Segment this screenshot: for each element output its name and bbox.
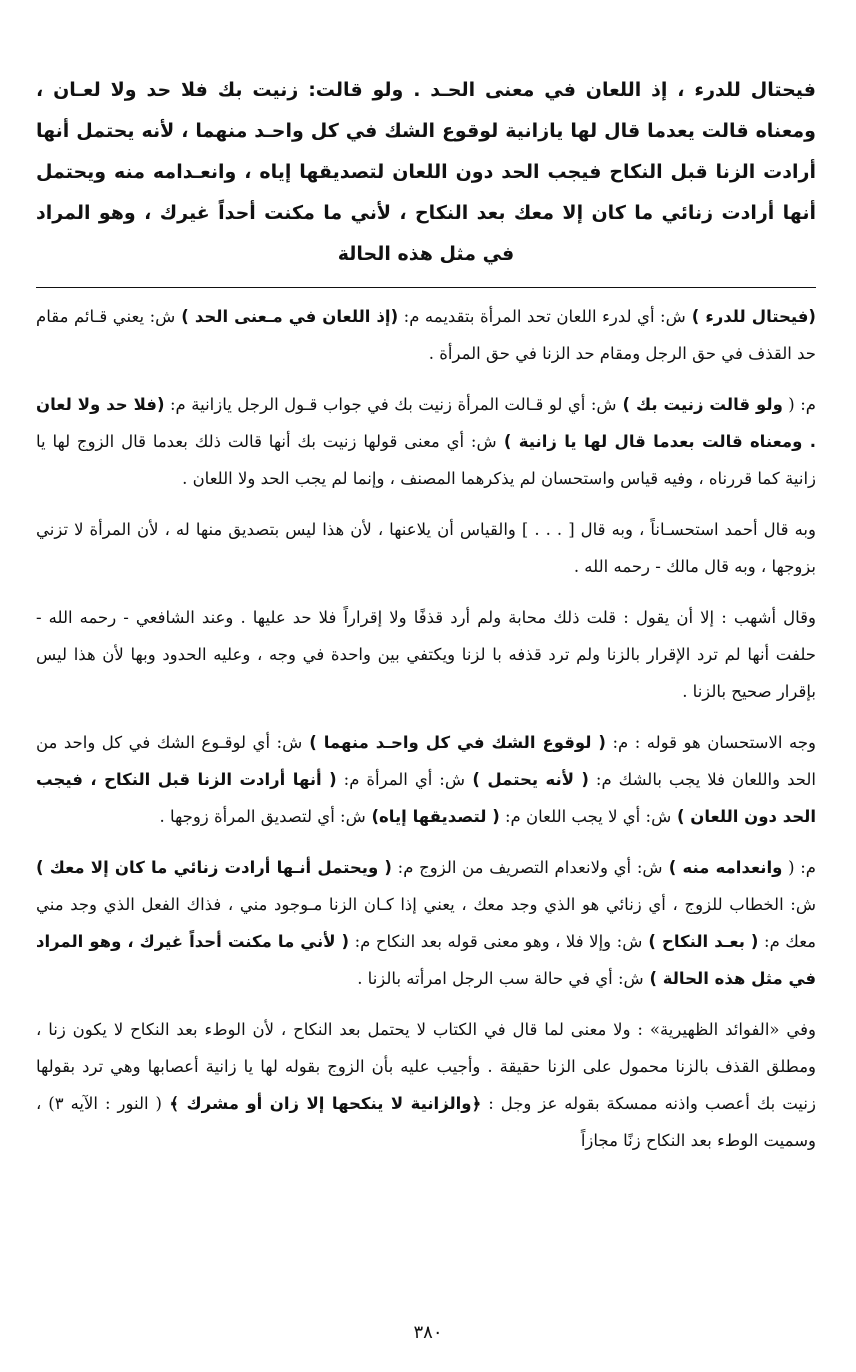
matn-quote: (إذ اللعان في مـعنى الحد ) xyxy=(175,307,399,326)
sharh-paragraph xyxy=(36,386,816,497)
sharh-text: وقال أشهب : إلا أن يقول : قلت ذلك محابة ولم أرد قذفًا ولا إقراراً فلا حد عليها . وعند الشافعي - رحمه الله - حلفت أنها لم ترد الإقرار بالزنا ولم ترد قذفه با لزنا ويكتفي بين واحدة في وجه ، وعليه الحدود وبها لأن هذا ليس بإقرار صحيح بالزنا . xyxy=(36,608,816,701)
matn-quote: ولو قالت زنيت بك ) xyxy=(616,395,783,414)
sharh-commentary xyxy=(36,298,816,1159)
sharh-text: ش: يعني قـائم مقام حد القذف في حق الرجل ومقام حد الزنا في حق المرأة . xyxy=(36,307,816,363)
matn-quote: ( بعـد النكاح ) xyxy=(642,932,759,951)
sharh-text: ش: أي ولانعدام التصريف من الزوج م: xyxy=(391,858,663,877)
matn-quote: ( لتصديقها إياه) xyxy=(365,807,500,826)
page-number: ٣٨٠ xyxy=(413,1322,443,1343)
sharh-paragraph xyxy=(36,599,816,710)
matn-quote: ( لوقوع الشك في كل واحـد منهما ) xyxy=(302,733,606,752)
matn-quote: (فيحتال للدرء ) xyxy=(685,307,816,326)
matn-quote: ( لأنه يحتمل ) xyxy=(464,770,589,789)
sharh-paragraph xyxy=(36,849,816,997)
matn-quote: ﴿والزانية لا ينكحها إلا زان أو مشرك ﴾ xyxy=(161,1094,482,1113)
sharh-text: وبه قال أحمد استحسـاناً ، وبه قال [ . . . ] والقياس أن يلاعنها ، لأن هذا ليس بتصديق منها له ، لأن المرأة لا تزني بزوجها ، وبه قال مالك - رحمه الله . xyxy=(36,520,816,576)
matn-quote: ( أنها أرادت الزنا قبل النكاح ، فيجب الحد دون اللعان ) xyxy=(36,770,816,826)
divider-line xyxy=(36,287,816,288)
page-content xyxy=(36,70,816,1372)
matn-quote: (فلا حد ولا لعان . ومعناه قالت بعدما قال لها يا زانية ) xyxy=(36,395,816,451)
matn-quote: ( ويحتمل أنـها أرادت زنائي ما كان إلا معك ) xyxy=(36,858,392,877)
sharh-text: ش: الخطاب للزوج ، أي زنائي هو الذي وجد معك ، يعني إذا كـان الزنا مـوجود مني ، فذاك الفعل الذي وجد مني معك م: xyxy=(36,895,817,951)
sharh-text: وجه الاستحسان هو قوله : م: xyxy=(605,733,816,752)
matn-quote: ( لأني ما مكنت أحداً غيرك ، وهو المراد في مثل هذه الحالة ) xyxy=(36,932,816,988)
sharh-text: ش: أي لو قـالت المرأة زنيت بك في جواب قـول الرجل يازانية م: xyxy=(164,395,617,414)
sharh-text: ش: أي في حالة سب الرجل امرأته بالزنا . xyxy=(357,969,644,988)
sharh-text: ش: أي المرأة م: xyxy=(336,770,465,789)
sharh-text: م: ( xyxy=(782,395,816,414)
sharh-paragraph xyxy=(36,1011,816,1159)
sharh-text: ش: أي لوقـوع الشك في كل واحد من الحد واللعان فلا يجب بالشك م: xyxy=(36,733,816,789)
sharh-text: ش: أي لا يجب اللعان م: xyxy=(499,807,672,826)
sharh-text: ش: أي لتصديق المرأة زوجها . xyxy=(159,807,366,826)
sharh-text: م: ( xyxy=(782,858,817,877)
sharh-text: وفي «الفوائد الظهيرية» : ولا معنى لما قال في الكتاب لا يحتمل بعد النكاح ، لأن الوطء بعد النكاح لا يكون زنا ، ومطلق القذف بالزنا محمول على الزنا حقيقة . وأجيب عليه بأن الزوج بقوله لها يا زانية أعصابها وهي ترد بقولها زنيت بك أعصب واذنه ممسكة بقوله عز وجل : xyxy=(36,1020,816,1113)
sharh-text: ش: وإلا فلا ، وهو معنى قوله بعد النكاح م: xyxy=(349,932,643,951)
sharh-text: ش: أي لدرء اللعان تحد المرأة بتقديمه م: xyxy=(398,307,686,326)
sharh-paragraph xyxy=(36,724,816,835)
sharh-text: ش: أي معنى قولها زنيت بك أنها قالت ذلك بعدما قال الزوج لها يا زانية كما قررناه ، وفيه قياس واستحسان لم يذكرهما المصنف ، وإنما لم يجب الحد ولا اللعان . xyxy=(36,432,816,488)
matn-quote: وانعدامه منه ) xyxy=(662,858,783,877)
sharh-paragraph xyxy=(36,298,816,372)
matn-text: فيحتال للدرء ، إذ اللعان في معنى الحـد . ولو قالت: زنيت بك فلا حد ولا لعـان ، ومعناه قالت يعدما قال لها يازانية لوقوع الشك في كل واحـد منهما ، لأنه يحتمل أنها أرادت الزنا قبل النكاح فيجب الحد دون اللعان لتصديقها إياه ، وانعـدامه منه ويحتمل أنها أرادت زنائي ما كان إلا معك بعد النكاح ، لأني ما مكنت أحداً غيرك ، وهو المراد في مثل هذه الحالة xyxy=(36,79,816,265)
sharh-text: ( النور : الآيه ٣) ، وسميت الوطء بعد النكاح زنًا مجازاً xyxy=(36,1094,816,1150)
sharh-paragraph xyxy=(36,511,816,585)
